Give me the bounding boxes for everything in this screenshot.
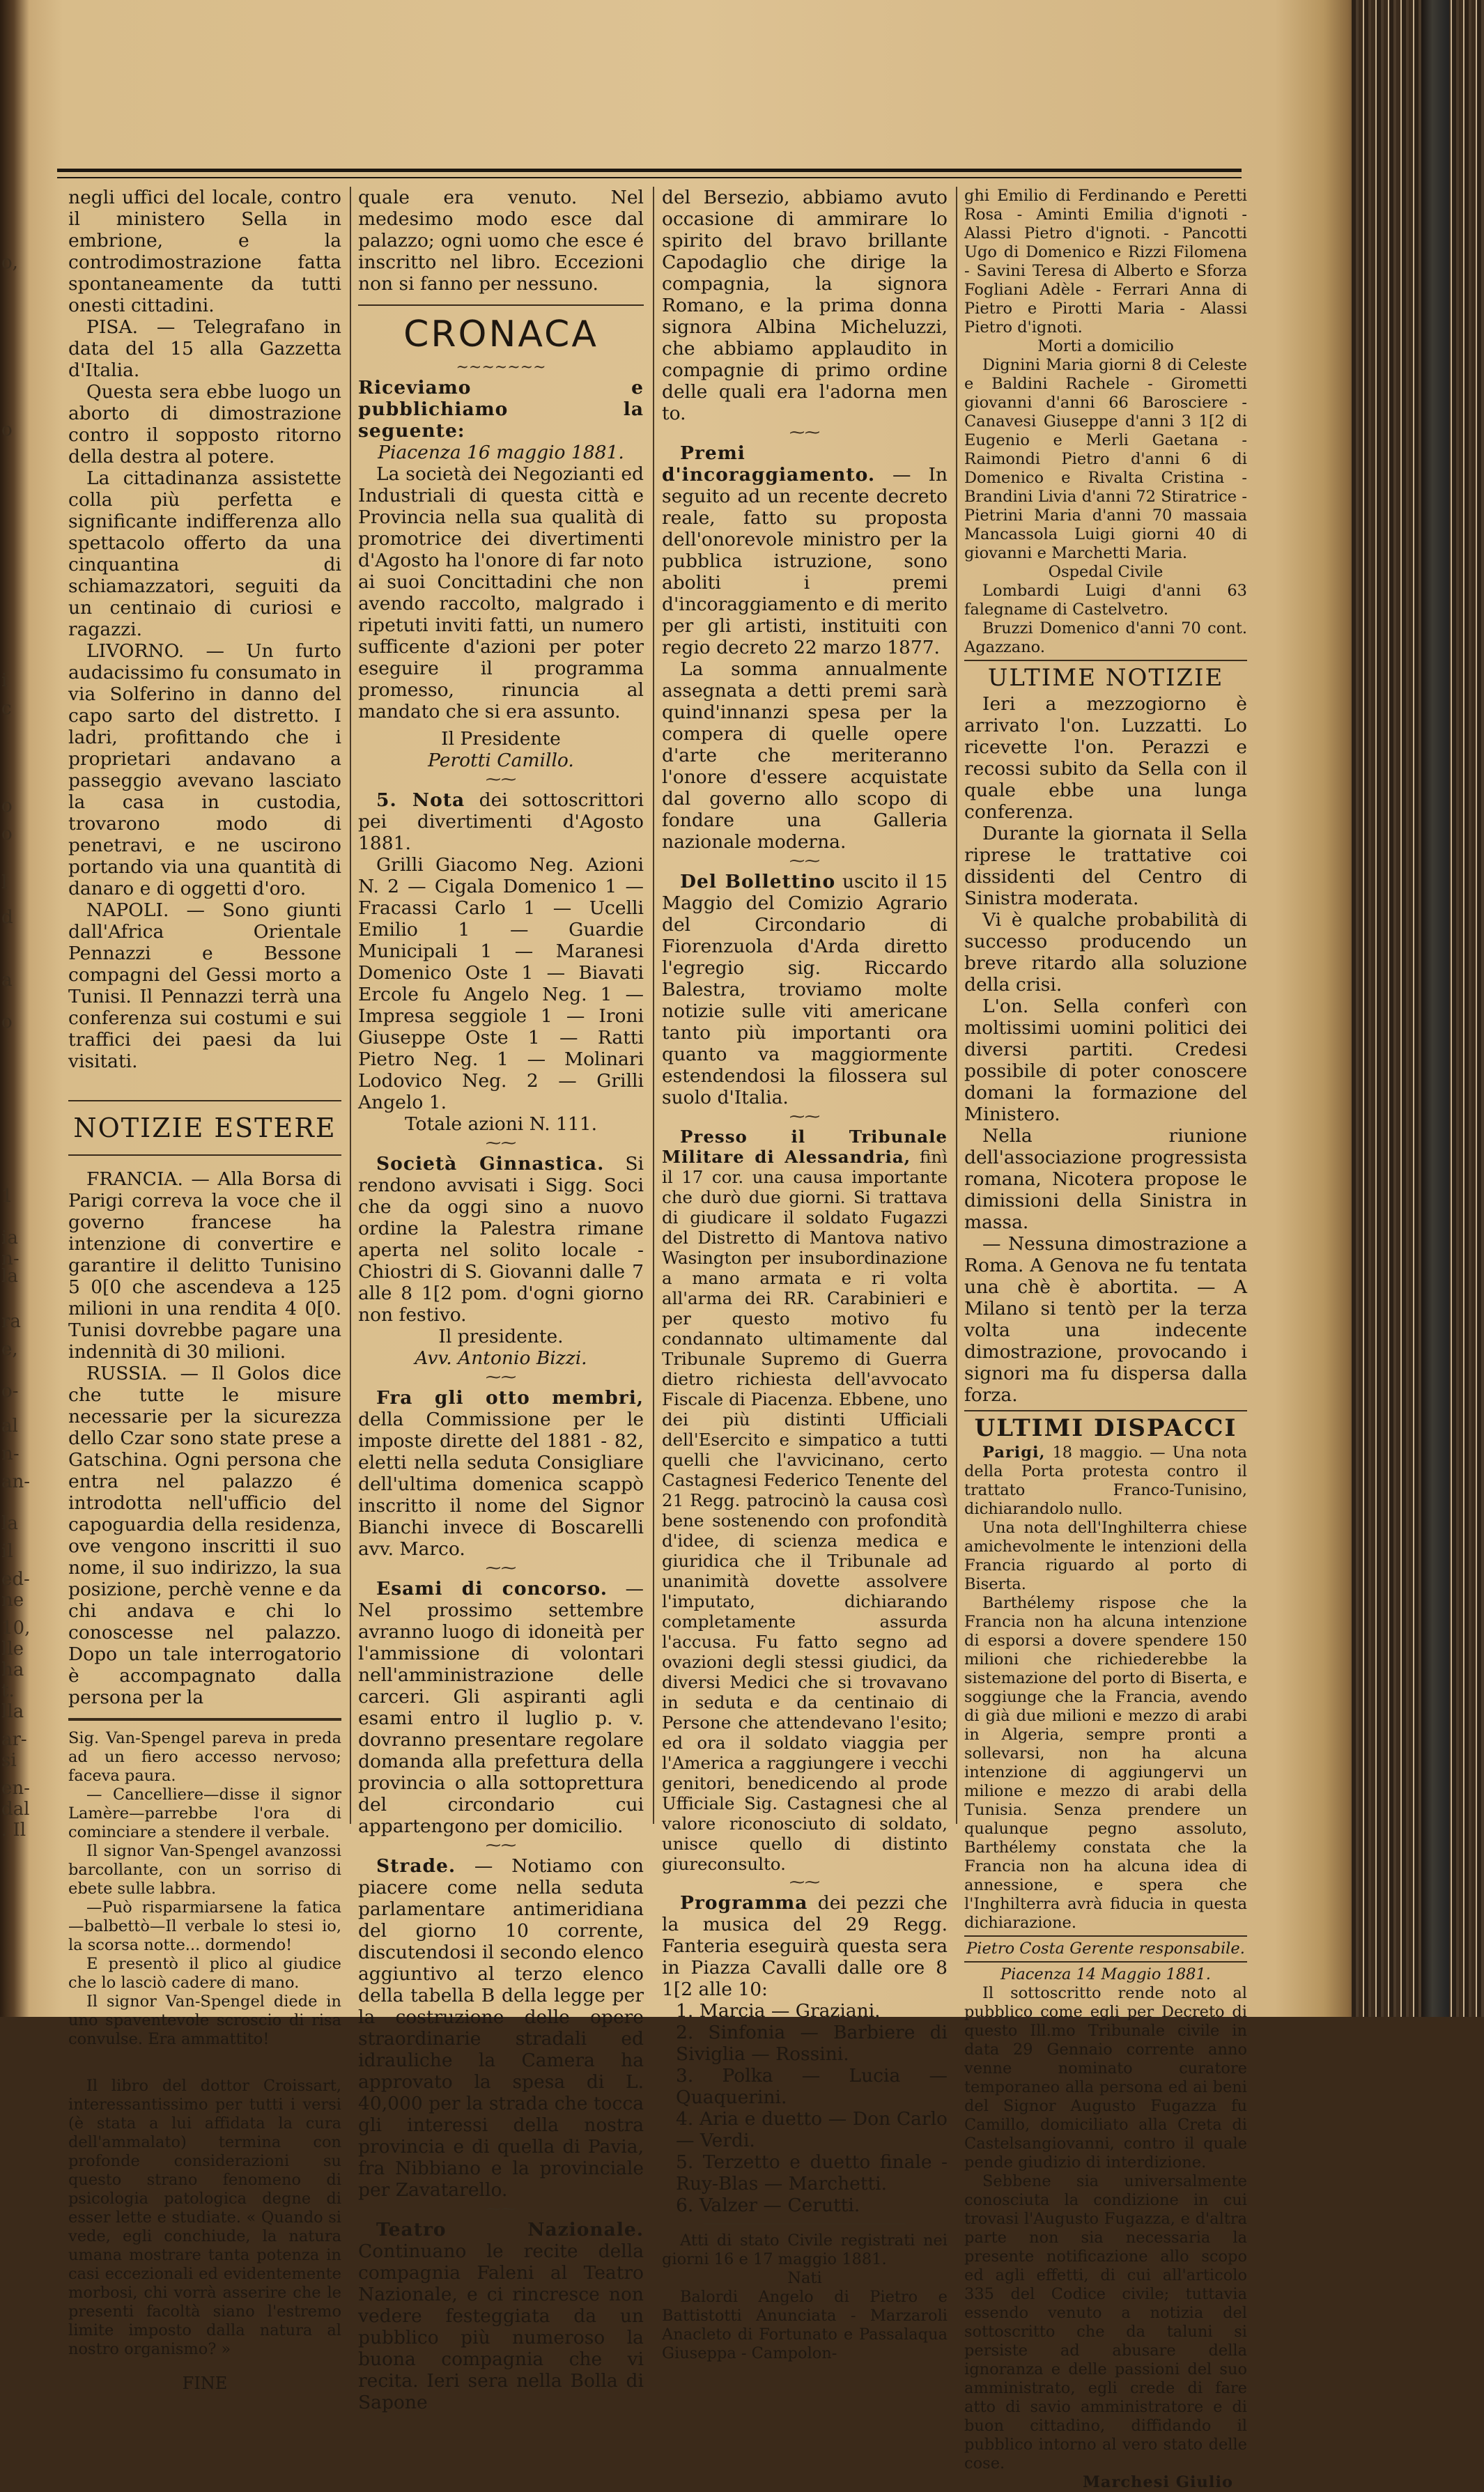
edge-fragment: al xyxy=(1,1416,18,1437)
premi-text-2: La somma annualmente assegnata a detti premi sarà quind'innanzi spesa per la compera di quelle opere d'arte che meriteranno l'onore d'essere acquistate dal governo allo scopo di fondare una Galleria nazionale moderna. xyxy=(662,658,948,853)
feuilleton-end: FINE xyxy=(182,2374,228,2393)
edge-fragment: o xyxy=(1,419,13,440)
edge-fragment: ne xyxy=(1,1590,24,1611)
column-divider xyxy=(653,187,654,1824)
article-continuation: del Bersezio, abbiamo avuto occasione di ammirare lo spirito del bravo brillante Capodaglio che dirige la compagnia, la signora Romano, e la prima donna signora Albina Micheluzzi, che abbiamo applaudito in compagnie di primo ordine delle quali era l'adorna men to. xyxy=(662,187,948,424)
edge-fragment: 1 xyxy=(1,1186,13,1207)
letter-date: Piacenza 16 maggio 1881. xyxy=(378,442,624,463)
program-item: 4. Aria e duetto — Don Carlo — Verdi. xyxy=(676,2108,948,2151)
edge-fragment: n- xyxy=(1,1444,20,1464)
signature-name: Perotti Camillo. xyxy=(428,750,574,771)
heading-tribunale: Presso il Tribunale Militare di Alessandria, xyxy=(662,1127,948,1167)
edge-fragment: la xyxy=(1,1266,18,1287)
letter-body: La società dei Negozianti ed Industriali di questa città e Provincia nella sua qualità di promotrice dei divertimenti d'Agosto ha l'onore di far noto ai suoi Concittadini che non avendo raccolto, malgrado i ripetuti inviti fatti, un numero sufficente d'azioni per poter eseguire il programma promesso, rinuncia al mandato che si era assunto. xyxy=(358,463,644,722)
section-rule xyxy=(68,1100,341,1101)
news-pisa-body: La cittadinanza assistette colla più perfetta e significante indifferenza allo spettacolo offerto da una cinquantina di schiamazzatori, seguiti da un centinaio di curiosi e ragazzi. xyxy=(68,467,341,640)
ornament: ⁓⁓ xyxy=(789,1108,820,1126)
subscribers-list: Grilli Giacomo Neg. Azioni N. 2 — Cigala Domenico 1 — Fracassi Carlo 1 — Ucelli Emilio 1 — Guardie Municipali 1 — Maranesi Domenico Oste 1 — Biavati Ercole fu Angelo Neg. 1 — Impresa seggiole 1 — Ironi Giuseppe Oste 1 — Ratti Pietro Neg. 1 — Molinari Lodovico Neg. 2 — Grilli Angelo 1. xyxy=(358,854,644,1113)
signature-label: Il presidente. xyxy=(438,1326,564,1347)
column-3 xyxy=(662,187,948,2363)
article-continuation: negli uffici del locale, contro il ministero Sella in embrione, e la controdimostrazione fatta spontaneamente da tutti onesti cittadini. xyxy=(68,187,341,316)
ornament: ~~~~~~~ xyxy=(456,359,546,376)
ornament: ⁓⁓ xyxy=(789,853,820,870)
morti-label: Morti a domicilio xyxy=(1037,337,1174,355)
nati-label: Nati xyxy=(787,2269,822,2287)
edge-fragment: ha xyxy=(1,1659,24,1680)
edge-fragment: a xyxy=(1,970,13,991)
edge-fragment: o xyxy=(1,1012,13,1032)
feuilleton-paragraph: — Cancelliere—disse il signor Lamère—parrebbe l'ora di cominciare a stendere il verbale. xyxy=(68,1786,341,1841)
book-spine xyxy=(1352,0,1484,2017)
heading-parigi: Parigi, xyxy=(982,1444,1046,1462)
section-title-ultime-notizie: ULTIME NOTIZIE xyxy=(987,664,1224,692)
edge-fragment: e, xyxy=(1,1339,18,1360)
ornament: ⁓⁓ xyxy=(486,1135,516,1152)
strade-text: — Notiamo con piacere come nella seduta parlamentare antimeridiana del giorno 10 corrente, discutendosi il secondo elenco aggiuntivo al terzo elenco della tabella B della legge per la costruzione delle opere straordinarie stradali ed idrauliche la Camera ha approvato la spesa di L. 40,000 per la strada che tocca gli interessi della nostra provincia e di quella di Pavia, fra Nibbiano e la provinciale per Zavatarello. xyxy=(358,1855,644,2201)
column-divider xyxy=(956,187,957,1824)
ornament: ⁓⁓ xyxy=(486,2201,516,2218)
teatro-text: Continuano le recite della compagnia Faleni al Teatro Nazionale, e ci rincresce non vedere festeggiata da un pubblico più numeroso la buona compagnia che vi recita. Ieri sera nella Bolla di Sapone xyxy=(358,2241,644,2413)
section-rule xyxy=(964,1935,1247,1937)
notizia: Durante la giornata il Sella riprese le trattative coi dissidenti del Centro di Sinistra moderata. xyxy=(964,823,1247,909)
heading-premi: Premi d'incoraggiamento. xyxy=(662,442,876,486)
edge-fragment: o- xyxy=(1,1381,19,1402)
edge-fragment: 10, xyxy=(1,1618,31,1639)
feuilleton xyxy=(68,1729,341,2393)
news-pisa: PISA. — Telegrafano in data del 15 alla Gazzetta d'Italia. xyxy=(68,316,341,381)
notizia: Vi è qualche probabilità di successo producendo un breve ritardo alla soluzione della crisi. xyxy=(964,909,1247,996)
section-title-ultimi-dispacci: ULTIMI DISPACCI xyxy=(974,1414,1237,1442)
program-item: 3. Polka — Lucia — Quaquerini. xyxy=(676,2065,948,2108)
edge-fragment: lle xyxy=(1,1639,24,1659)
top-rule xyxy=(57,169,1242,172)
avviso-paragraph: Il sottoscritto rende noto al pubblico come egli per Decreto di questo Ill.mo Tribunale civile in data 29 Gennaio corrente anno venne nominato curatore temporaneo alla persona ed ai beni del Signor Augusto Fugazza fu Camillo, domiciliato alla Creta di Castelsangiovanni, contro il quale pende giudizio di interdizione. xyxy=(964,1984,1247,2172)
column-divider xyxy=(350,187,351,1824)
ospedale-list: Lombardi Luigi d'anni 63 falegname di Castelvetro. xyxy=(964,582,1247,619)
ornament: ⁓⁓ xyxy=(486,771,516,789)
section-title-notizie-estere: NOTIZIE ESTERE xyxy=(73,1113,337,1143)
ornament: ⁓⁓ xyxy=(486,1560,516,1577)
edge-fragment: ed- xyxy=(1,1569,30,1590)
notizia: Ieri a mezzogiorno è arrivato l'on. Luzzatti. Lo ricevette l'on. Perazzi e recossi subito da Sella con il quale ebbe una lunga conferenza. xyxy=(964,693,1247,823)
ginnastica-text: Si rendono avvisati i Sigg. Soci che da oggi sino a nuovo ordine la Palestra rimane aperta nel solito locale - Chiostri di S. Giovanni dalle 7 alle 8 1[2 pom. d'ogni giorno non festivo. xyxy=(358,1153,644,1326)
edge-fragment: o xyxy=(1,823,13,844)
edge-fragment: si xyxy=(1,1750,17,1771)
bollettino-text: uscito il 15 Maggio del Comizio Agrario del Circondario di Fiorenzuola d'Arda diretto l'egregio sig. Riccardo Balestra, troviamo molte notizie sulle viti americane tanto più importanti ora quanto va maggiormente estendendosi la filossera sul suolo d'Italia. xyxy=(662,871,948,1108)
total-shares: Totale azioni N. 111. xyxy=(404,1113,598,1135)
gerente-line: Pietro Costa Gerente responsabile. xyxy=(966,1940,1245,1958)
program-item: 6. Valzer — Cerutti. xyxy=(676,2195,860,2216)
news-russia: RUSSIA. — Il Golos dice che tutte le misure necessarie per la sicurezza dello Czar sono state prese a Gatschina. Ogni persona che entra nel palazzo é introdotta nell'ufficio del capoguardia della residenza, ove vengono inscritti il suo nome, il suo indirizzo, la sua posizione, perchè venne e da chi andava e chi lo conoscesse nel palazzo. Dopo un tale interrogatorio è accompagnato dalla persona per la xyxy=(68,1363,341,1708)
section-rule xyxy=(964,1410,1247,1411)
edge-fragment: d xyxy=(1,907,13,928)
edge-fragment: l xyxy=(1,872,8,893)
column-2 xyxy=(358,187,644,2413)
program-item: 2. Sinfonia — Barbiere di Siviglia — Rossini. xyxy=(676,2022,948,2065)
feuilleton-paragraph: E presentò il plico al giudice che lo lasciò cadere di mano. xyxy=(68,1955,341,1992)
dispaccio: Una nota dell'Inghilterra chiese amichevolmente le intenzioni della Francia riguardo al porto di Biserta. xyxy=(964,1519,1247,1593)
feuilleton-paragraph: Il signor Van-Spengel diede in uno spaventevole scroscio di risa convulse. Era ammattito! xyxy=(68,1992,341,2048)
signature-label: Il Presidente xyxy=(441,728,561,750)
heading-riceviamo: Riceviamo e pubblichiamo la seguente: xyxy=(358,377,644,442)
news-livorno: LIVORNO. — Un furto audacissimo fu consumato in via Solferino in danno del capo sarto del distretto. I ladri, profittando che i proprietari andavano a passeggio avevano lasciato la casa in custodia, trovarono modo di penetravi, e ne uscirono portando via una quantità di danaro e di oggetti d'oro. xyxy=(68,640,341,899)
edge-fragment: ia xyxy=(1,1228,18,1248)
edge-fragment: n- xyxy=(1,1248,20,1269)
news-francia: FRANCIA. — Alla Borsa di Parigi correva la voce che il governo francese ha intenzione di convertire e garantire il delitto Tunisino 5 0[0 che ascendeva a 125 milioni in una rendita 4 0[0. Tunisi dovrebbe pagare una indennità di 30 milioni. xyxy=(68,1168,341,1363)
ornament: ⁓⁓ xyxy=(486,1369,516,1386)
ornament: ⁓⁓ xyxy=(486,1837,516,1855)
heading-nota: 5. Nota xyxy=(376,789,465,811)
section-rule xyxy=(358,304,644,306)
section-rule xyxy=(704,2223,906,2224)
edge-fragment: o, xyxy=(1,252,18,273)
otto-membri-text: della Commissione per le imposte dirette del 1881 - 82, eletti nella seduta Consigliare dell'ultima domenica scappò inscritto il nome del Signor Bianchi invece di Boscarelli avv. Marco. xyxy=(358,1409,644,1560)
feuilleton-paragraph: Il libro del dottor Croissart, interessantissimo per tutti i versi (è stata a lui affidata la cura dell'ammalato) termina con profonde considerazioni su questo strano fenomeno di psicologia patologica degne di esser lette e studiate. « Quando si vede, egli conchiude, la natura umana mostrare tanta potenza in casi eccezionali ed evidentemente morbosi, chi vorrà asserire che le presenti facoltà siano l'estremo limite imposto dalla natura al nostro organismo? » xyxy=(68,2077,341,2358)
nota-text: dei sottoscrittori pei divertimenti d'Agosto 1881. xyxy=(358,789,644,854)
column-1 xyxy=(68,187,341,2393)
edge-fragment: o xyxy=(1,796,13,817)
feuilleton-rule xyxy=(68,1718,341,1721)
esami-text: — Nel prossimo settembre avranno luogo di idoneità per l'ammissione di volontari nell'amministrazione delle carceri. Gli aspiranti agli esami entro il luglio p. v. dovranno presentare regolare domanda alla prefettura della provincia o alla sottoprettura del circondario cui appartengono per domicilio. xyxy=(358,1578,644,1837)
edge-fragment: en- xyxy=(1,1778,30,1799)
feuilleton-paragraph: —Può risparmiarsene la fatica—balbettò—Il verbale lo stesi io, la scorsa notte... dormendo! xyxy=(68,1898,341,1954)
column-4 xyxy=(964,187,1247,2492)
programma-text: dei pezzi che la musica del 29 Regg. Fanteria eseguirà questa sera in Piazza Cavalli dalle ore 8 1[2 alle 10: xyxy=(662,1892,948,2000)
ospedale-label: Ospedal Civile xyxy=(1048,563,1164,581)
edge-fragment: t. xyxy=(1,1680,15,1701)
edge-fragment: . Il xyxy=(1,1820,26,1841)
edge-fragment: lla xyxy=(1,1701,24,1722)
ospedale-list: Bruzzi Domenico d'anni 70 cont. Agazzano. xyxy=(964,619,1247,656)
program-item: 5. Terzetto e duetto finale - Ruy-Blas — Marchetti. xyxy=(676,2151,948,2195)
edge-fragment: i xyxy=(1,670,8,691)
program-item: 1. Marcia — Graziani. xyxy=(676,2000,881,2022)
nati-list: Balordi Angelo di Pietro e Battistotti Anunciata - Marzaroli Anacleto di Fortunato e Passalaqua Giuseppa - Campolon- xyxy=(662,2288,948,2362)
heading-ginnastica: Società Ginnastica. xyxy=(376,1153,605,1175)
tribunale-text: finì il 17 cor. una causa importante che durò due giorni. Si trattava di giudicare il soldato Fugazzi del Distretto di Mantova nativo Wasington per insubordinazione a mano armata e ri volta all'arma dei RR. Carabinieri e per questo motivo fu condannato ultimamente dal Tribunale Supremo di Guerra dietro richiesta dell'avvocato Fiscale di Piacenza. Ebbene, uno dei più distinti Ufficiali dell'Esercito e simpatico a tutti quelli che l'avvicinano, certo Castagnesi Federico Tenente del 21 Regg. patrocinò la causa così bene sostenendo con profondità d'idee, di scienza medica e giuridica che il Tribunale ad unanimità dovette assolvere l'imputato, dichiarando completamente assurda l'accusa. Fu fatto segno ad ovazioni degli stessi giudici, da diversi Medici che si trovavano in seduta e da centinaio di Persone che attendevano l'esito; ed ora il soldato viaggia per l'America a raggiungere i vecchi genitori, benedicendo al prode Ufficiale Sig. Castagnesi che al valore riconosciuto di soldato, unisce quello di distinto giureconsulto. xyxy=(662,1147,948,1874)
edge-fragment: ar- xyxy=(1,1729,27,1750)
section-rule xyxy=(68,1154,341,1156)
atti-heading: Atti di stato Civile registrati nei giorni 16 e 17 maggio 1881. xyxy=(662,2231,948,2268)
notizia: L'on. Sella conferì con moltissimi uomini politici dei diversi partiti. Credesi possibile di poter conoscere domani la formazione del Ministero. xyxy=(964,996,1247,1125)
edge-fragment: c xyxy=(1,698,12,719)
heading-programma: Programma xyxy=(680,1892,808,1914)
ornament: ⁓⁓ xyxy=(789,1874,820,1891)
heading-esami: Esami di concorso. xyxy=(376,1578,608,1600)
edge-fragment: la xyxy=(1,1513,18,1534)
previous-page-edge xyxy=(0,0,31,2017)
ornament: ⁓⁓ xyxy=(789,424,820,442)
feuilleton-paragraph: Il signor Van-Spengel avanzossi barcollante, con un sorriso di ebete sulle labbra. xyxy=(68,1842,341,1898)
article-continuation: quale era venuto. Nel medesimo modo esce dal palazzo; ogni uomo che esce é inscritto nel libro. Eccezioni non si fanno per nessuno. xyxy=(358,187,644,295)
edge-fragment: an- xyxy=(1,1471,31,1492)
notizia: Nella riunione dell'associazione progressista romana, Nicotera propose le dimissioni della Sinistra in massa. xyxy=(964,1125,1247,1233)
edge-fragment: ra xyxy=(1,1311,21,1332)
section-rule xyxy=(964,1961,1247,1963)
avviso-signature: Marchesi Giulio xyxy=(1083,2473,1233,2491)
parigi-text: 18 maggio. — Una nota della Porta protesta contro il trattato Franco-Tunisino, dichiarandolo nullo. xyxy=(964,1444,1248,1518)
heading-strade: Strade. xyxy=(376,1855,456,1877)
dispaccio: Barthélemy rispose che la Francia non ha alcuna intenzione di esporsi a dovere spendere 150 milioni che richiederebbe la sistemazione del porto di Biserta, e soggiunge che la Francia, avendo di già due milioni e mezzo di arabi in Algeria, sempre pronti a sollevarsi, non ha alcuna intenzione di aggiungervi un milione e mezzo di arabi della Tunisia. Senza prendere un qualunque pegno assoluto, Barthélemy constata che la Francia non ha alcuna idea di annessione, e spera che l'Inghilterra avrà fiducia in questa dichiarazione. xyxy=(964,1594,1247,1932)
heading-otto-membri: Fra gli otto membri, xyxy=(376,1387,644,1409)
feuilleton-paragraph: Sig. Van-Spengel pareva in preda ad un fiero accesso nervoso; faceva paura. xyxy=(68,1729,341,1785)
heading-bollettino: Del Bollettino xyxy=(680,871,836,892)
section-rule xyxy=(964,660,1247,661)
signature-name: Avv. Antonio Bizzi. xyxy=(415,1347,587,1369)
news-pisa-body: Questa sera ebbe luogo un aborto di dimostrazione contro il sopposto ritorno della destra al potere. xyxy=(68,381,341,467)
heading-teatro: Teatro Nazionale. xyxy=(376,2219,644,2241)
premi-text: — In seguito ad un recente decreto reale, fatto su proposta dell'onorevole ministro per la pubblica istruzione, sono aboliti i premi d'incoraggiamento e di merito per gli artisti, instituiti con regio decreto 22 marzo 1877. xyxy=(662,464,948,658)
notizia: — Nessuna dimostrazione a Roma. A Genova ne fu tentata una chè è abortita. — A Milano si tentò per la terza volta una indecente dimostrazione, provocando i signori ma fu dispersa dalla forza. xyxy=(964,1233,1247,1406)
avviso-paragraph: Sebbene sia universalmente conosciuta la condizione in cui trovasi l'Augusto Fugazza, e d'altra parte non sia necessaria la presente notificazione allo scopo ed agli effetti, di cui all'articolo 335 del Codice civile; tuttavia essendo venuto a notizia del sottoscritto che da taluni si persiste ad abusare della ignoranza e delle passioni del suo amministrato, egli crede di fare atto di savio amministratore e di buon cittadino, diffidando il pubblico intorno al vero stato delle cose. xyxy=(964,2172,1247,2472)
edge-fragment: il xyxy=(1,1541,13,1562)
top-rule-thin xyxy=(57,177,1242,178)
nati-list-continued: ghi Emilio di Ferdinando e Peretti Rosa - Aminti Emilia d'ignoti - Alassi Pietro d'ignoti. - Pancotti Ugo di Domenico e Rizzi Filomena - Savini Teresa di Alberto e Sforza Fogliani Adèle - Ferrari Anna di Pietro e Pirotti Maria - Alassi Pietro d'ignoti. xyxy=(964,187,1247,336)
news-napoli: NAPOLI. — Sono giunti dall'Africa Orientale Pennazzi e Bessone compagni del Gessi morto a Tunisi. Il Pennazzi terrà una conferenza sui costumi e sui traffici dei paesi da lui visitati. xyxy=(68,899,341,1072)
section-title-cronaca: CRONACA xyxy=(403,314,598,355)
edge-fragment: dal xyxy=(1,1799,30,1820)
morti-list: Dignini Maria giorni 8 di Celeste e Baldini Rachele - Girometti giovanni d'anni 66 Barosciere - Canavesi Giuseppe d'anni 3 1[2 di Eugenio e Merli Gaetana - Raimondi Pietro d'anni 6 di Domenico e Rivalta Cristina - Brandini Livia d'anni 72 Stiratrice - Pietrini Maria d'anni 70 massaia Mancassola Luigi giorni 40 di giovanni e Marchetti Maria. xyxy=(964,356,1247,562)
avviso-date: Piacenza 14 Maggio 1881. xyxy=(1000,1965,1211,1983)
